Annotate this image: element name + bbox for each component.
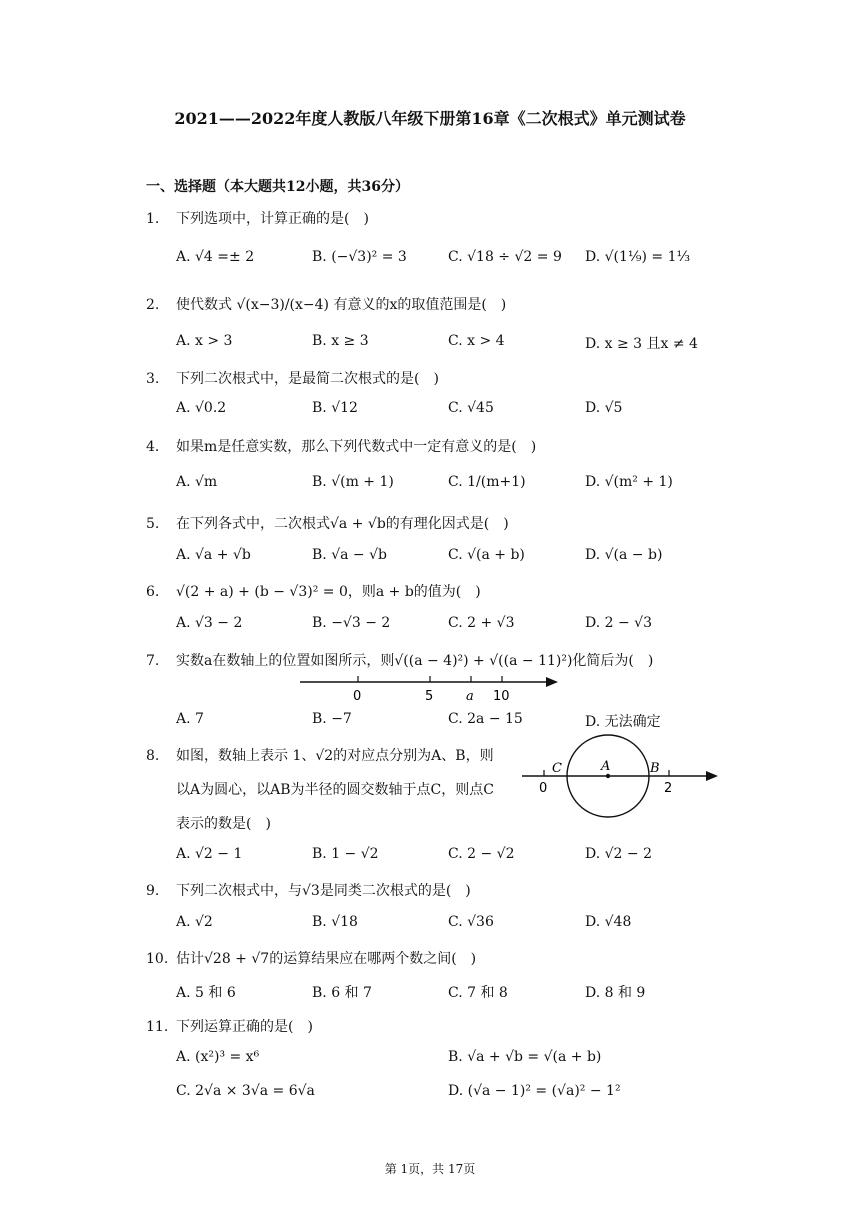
q3-option-b: B. √12 xyxy=(312,400,358,416)
q5-option-c: C. √(a + b) xyxy=(448,547,525,563)
question-text: 实数a在数轴上的位置如图所示，则√((a − 4)²) + √((a − 11)²)化简后为( ) xyxy=(176,653,654,669)
q10-option-b: B. 6 和 7 xyxy=(312,985,372,1001)
q8-option-d: D. √2 − 2 xyxy=(585,846,652,862)
section-heading: 一、选择题（本大题共12小题，共36分） xyxy=(146,179,409,195)
question-10-stem xyxy=(146,948,476,968)
question-text: 使代数式 √(x−3)/(x−4) 有意义的x的取值范围是( ) xyxy=(176,297,507,313)
q4-option-d: D. √(m² + 1) xyxy=(585,474,673,490)
label-b: B xyxy=(650,761,660,776)
question-1-stem xyxy=(146,208,369,228)
q1-option-a: A. √4 =± 2 xyxy=(176,249,255,265)
question-number: 2. xyxy=(146,297,160,313)
label-c: C xyxy=(552,761,562,776)
question-text: 如果m是任意实数，那么下列代数式中一定有意义的是( ) xyxy=(176,439,537,455)
label-0: 0 xyxy=(539,781,548,796)
q4-option-b: B. √(m + 1) xyxy=(312,474,394,490)
q11-option-b: B. √a + √b = √(a + b) xyxy=(448,1049,602,1065)
label-a: A xyxy=(601,759,611,774)
point-a-dot xyxy=(606,774,610,778)
q11-option-a: A. (x²)³ = x⁶ xyxy=(176,1049,260,1065)
question-text: 在下列各式中，二次根式√a + √b的有理化因式是( ) xyxy=(176,516,509,532)
q6-option-b: B. −√3 − 2 xyxy=(312,615,391,631)
q3-option-d: D. √5 xyxy=(585,400,623,416)
number-line-figure-7 xyxy=(296,668,562,708)
question-number: 9. xyxy=(146,883,160,899)
question-number: 4. xyxy=(146,439,160,455)
q10-option-d: D. 8 和 9 xyxy=(585,985,646,1001)
question-text: 下列运算正确的是( ) xyxy=(176,1019,313,1035)
q9-option-c: C. √36 xyxy=(448,914,494,930)
page-footer: 第 1页，共 17页 xyxy=(384,1162,476,1176)
q5-option-b: B. √a − √b xyxy=(312,547,387,563)
page-title: 2021——2022年度人教版八年级下册第16章《二次根式》单元测试卷 xyxy=(174,109,686,128)
q2-option-a: A. x > 3 xyxy=(176,333,233,349)
q9-option-a: A. √2 xyxy=(176,914,213,930)
question-5-stem xyxy=(146,513,509,533)
q8-option-a: A. √2 − 1 xyxy=(176,846,243,862)
q4-option-a: A. √m xyxy=(176,474,218,490)
q10-option-c: C. 7 和 8 xyxy=(448,985,508,1001)
label-10: 10 xyxy=(493,689,510,704)
q6-option-d: D. 2 − √3 xyxy=(585,615,652,631)
q11-option-c: C. 2√a × 3√a = 6√a xyxy=(176,1083,315,1099)
q5-option-a: A. √a + √b xyxy=(176,547,251,563)
question-number: 7. xyxy=(146,653,160,669)
q2-option-b: B. x ≥ 3 xyxy=(312,333,369,349)
arrow-head-icon xyxy=(546,677,558,687)
question-text: 估计√28 + √7的运算结果应在哪两个数之间( ) xyxy=(176,951,477,967)
question-number: 3. xyxy=(146,371,160,387)
q6-option-a: A. √3 − 2 xyxy=(176,615,243,631)
question-7-stem xyxy=(146,650,653,670)
label-a: a xyxy=(466,689,474,704)
arrow-head-icon xyxy=(706,771,718,781)
label-2: 2 xyxy=(664,781,673,796)
question-number: 5. xyxy=(146,516,160,532)
q7-option-c: C. 2a − 15 xyxy=(448,711,523,727)
q8-option-b: B. 1 − √2 xyxy=(312,846,379,862)
question-text: √(2 + a) + (b − √3)² = 0，则a + b的值为( ) xyxy=(176,584,481,600)
question-4-stem xyxy=(146,436,536,456)
label-0: 0 xyxy=(353,689,362,704)
q3-option-c: C. √45 xyxy=(448,400,494,416)
question-text: 下列二次根式中，是最简二次根式的是( ) xyxy=(176,371,439,387)
question-8-stem xyxy=(146,745,494,765)
q6-option-c: C. 2 + √3 xyxy=(448,615,515,631)
q2-option-c: C. x > 4 xyxy=(448,333,505,349)
q11-option-d: D. (√a − 1)² = (√a)² − 1² xyxy=(448,1083,621,1099)
question-9-stem xyxy=(146,880,471,900)
question-8-stem-line-2: 以A为圆心，以AB为半径的圆交数轴于点C，则点C xyxy=(176,782,494,798)
question-6-stem xyxy=(146,581,481,601)
question-text: 如图，数轴上表示 1、√2的对应点分别为A、B，则 xyxy=(176,748,494,764)
q9-option-b: B. √18 xyxy=(312,914,358,930)
q1-option-b: B. (−√3)² = 3 xyxy=(312,249,407,265)
question-number: 8. xyxy=(146,748,160,764)
q9-option-d: D. √48 xyxy=(585,914,632,930)
q1-option-c: C. √18 ÷ √2 = 9 xyxy=(448,249,562,265)
q7-option-b: B. −7 xyxy=(312,711,352,727)
q7-option-d: D. 无法确定 xyxy=(585,714,661,730)
question-8-stem-line-3: 表示的数是( ) xyxy=(176,816,271,832)
q7-option-a: A. 7 xyxy=(176,711,204,727)
circle-number-line-figure-8 xyxy=(518,730,720,820)
question-text: 下列二次根式中，与√3是同类二次根式的是( ) xyxy=(176,883,471,899)
q5-option-d: D. √(a − b) xyxy=(585,547,663,563)
question-text: 下列选项中，计算正确的是( ) xyxy=(176,211,369,227)
q2-option-d: D. x ≥ 3 且x ≠ 4 xyxy=(585,336,698,352)
question-11-stem xyxy=(146,1016,313,1036)
question-number: 10. xyxy=(146,951,169,967)
q8-option-c: C. 2 − √2 xyxy=(448,846,515,862)
question-number: 6. xyxy=(146,584,160,600)
q1-option-d: D. √(1⅑) = 1⅓ xyxy=(585,249,691,265)
q10-option-a: A. 5 和 6 xyxy=(176,985,236,1001)
q4-option-c: C. 1/(m+1) xyxy=(448,474,526,490)
question-2-stem xyxy=(146,294,506,314)
q3-option-a: A. √0.2 xyxy=(176,400,227,416)
question-number: 11. xyxy=(146,1019,169,1035)
question-3-stem xyxy=(146,368,439,388)
label-5: 5 xyxy=(425,689,434,704)
question-number: 1. xyxy=(146,211,160,227)
